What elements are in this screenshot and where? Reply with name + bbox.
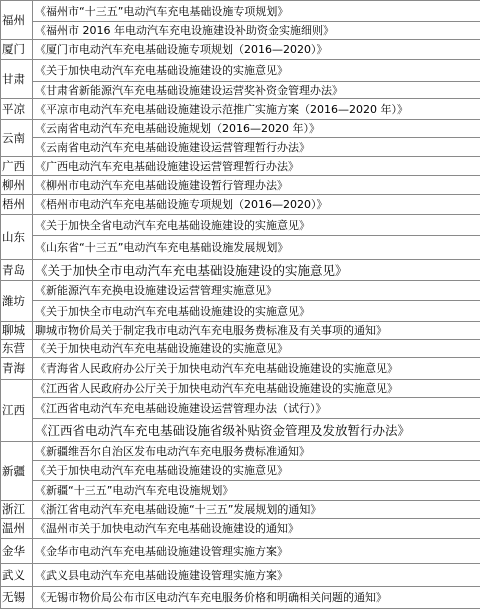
document-cell: 《江西省人民政府办公厅关于加快电动汽车充电基础设施建设的实施意见》: [33, 380, 480, 398]
document-cell: 《关于加快全省电动汽车充电基础设施建设的实施意见》: [33, 215, 480, 236]
table-row: [1, 60, 480, 82]
region-cell: 甘肃: [1, 60, 33, 99]
table-row: [1, 157, 480, 176]
table-row: [1, 398, 480, 419]
table-row: [1, 419, 480, 442]
region-cell: 梧州: [1, 195, 33, 215]
region-cell: 广西: [1, 157, 33, 176]
region-cell: 柳州: [1, 176, 33, 195]
table-row: [1, 587, 480, 609]
table-row: [1, 358, 480, 380]
document-cell: 《关于加快电动汽车充电基础设施建设的实施意见》: [33, 461, 480, 481]
region-cell: 新疆: [1, 442, 33, 501]
document-cell: 《浙江省电动汽车充电基础设施“十三五”发展规划的通知》: [33, 501, 480, 519]
document-cell: 《福州市“十三五”电动汽车充电基础设施专项规划》: [33, 1, 480, 22]
document-cell: 《关于加快全市电动汽车充电基础设施建设的实施意见》: [33, 301, 480, 322]
document-cell: 聊城市物价局关于制定我市电动汽车充电服务费标准及有关事项的通知》: [33, 322, 480, 340]
region-cell: 浙江: [1, 501, 33, 519]
region-cell: 厦门: [1, 40, 33, 60]
document-cell: 《金华市电动汽车充电基础设施建设管理实施方案》: [33, 539, 480, 564]
document-cell: 《甘肃省新能源汽车充电基础设施建设运营奖补资金管理办法》: [33, 82, 480, 99]
region-cell: 温州: [1, 519, 33, 539]
table-row: [1, 236, 480, 260]
region-cell: 云南: [1, 120, 33, 157]
document-cell: 《关于加快全市电动汽车充电基础设施建设的实施意见》: [33, 260, 480, 281]
document-cell: 《新疆“十三五”电动汽车充电设施规划》: [33, 481, 480, 501]
table-row: [1, 539, 480, 564]
document-cell: 《云南省电动汽车充电基础设施规划（2016—2020 年）》: [33, 120, 480, 138]
table-row: [1, 138, 480, 157]
table-row: [1, 442, 480, 461]
document-cell: 《关于加快电动汽车充电基础设施建设的实施意见》: [33, 60, 480, 82]
table-row: [1, 99, 480, 120]
document-cell: 《梧州市电动汽车充电基础设施专项规划（2016—2020）》: [33, 195, 480, 215]
table-row: [1, 501, 480, 519]
region-cell: 青岛: [1, 260, 33, 281]
table-row: [1, 82, 480, 99]
region-cell: 东营: [1, 340, 33, 358]
region-cell: 武义: [1, 564, 33, 587]
region-cell: 山东: [1, 215, 33, 260]
table-row: [1, 301, 480, 322]
document-cell: 《武义县电动汽车充电基础设施建设管理实施方案》: [33, 564, 480, 587]
table-row: [1, 481, 480, 501]
document-cell: 《无锡市物价局公布市区电动汽车充电服务价格和明确相关问题的通知》: [33, 587, 480, 609]
document-cell: 《新疆维吾尔自治区发布电动汽车充电服务费标准通知》: [33, 442, 480, 461]
document-cell: 《新能源汽车充换电设施建设运营管理实施意见》: [33, 281, 480, 301]
document-cell: 《平凉市电动汽车充电基础设施建设示范推广实施方案（2016—2020 年）》: [33, 99, 480, 120]
table-row: [1, 215, 480, 236]
table-row: [1, 380, 480, 398]
table-row: [1, 195, 480, 215]
region-cell: 青海: [1, 358, 33, 380]
region-cell: 聊城: [1, 322, 33, 340]
document-cell: 《关于加快电动汽车充电基础设施建设的实施意见》: [33, 340, 480, 358]
document-cell: 《温州市关于加快电动汽车充电基础设施建设的通知》: [33, 519, 480, 539]
table-row: [1, 564, 480, 587]
region-cell: 潍坊: [1, 281, 33, 322]
region-cell: 平凉: [1, 99, 33, 120]
document-cell: 《广西电动汽车充电基础设施建设运营管理暂行办法》: [33, 157, 480, 176]
table-row: [1, 22, 480, 40]
table-row: [1, 120, 480, 138]
document-cell: 《青海省人民政府办公厅关于加快电动汽车充电基础设施建设的实施意见》: [33, 358, 480, 380]
region-cell: 江西: [1, 380, 33, 442]
table-row: [1, 519, 480, 539]
table-row: [1, 461, 480, 481]
document-cell: 《福州市 2016 年电动汽车充电设施建设补助资金实施细则》: [33, 22, 480, 40]
policy-table-body: [1, 1, 480, 609]
table-row: [1, 40, 480, 60]
table-row: [1, 322, 480, 340]
table-row: [1, 281, 480, 301]
region-cell: 福州: [1, 1, 33, 40]
table-row: [1, 260, 480, 281]
table-row: [1, 176, 480, 195]
document-cell: 《江西省电动汽车充电基础设施建设运营管理办法（试行）》: [33, 398, 480, 419]
document-cell: 《柳州市电动汽车充电基础设施建设暂行管理办法》: [33, 176, 480, 195]
region-cell: 金华: [1, 539, 33, 564]
region-cell: 无锡: [1, 587, 33, 609]
document-cell: 《厦门市电动汽车充电基础设施专项规划（2016—2020）》: [33, 40, 480, 60]
table-row: [1, 340, 480, 358]
document-cell: 《山东省“十三五”电动汽车充电基础设施发展规划》: [33, 236, 480, 260]
document-cell: 《江西省电动汽车充电基础设施省级补贴资金管理及发放暂行办法》: [33, 419, 480, 442]
document-cell: 《云南省电动汽车充电基础设施建设运营管理暂行办法》: [33, 138, 480, 157]
table-row: [1, 1, 480, 22]
